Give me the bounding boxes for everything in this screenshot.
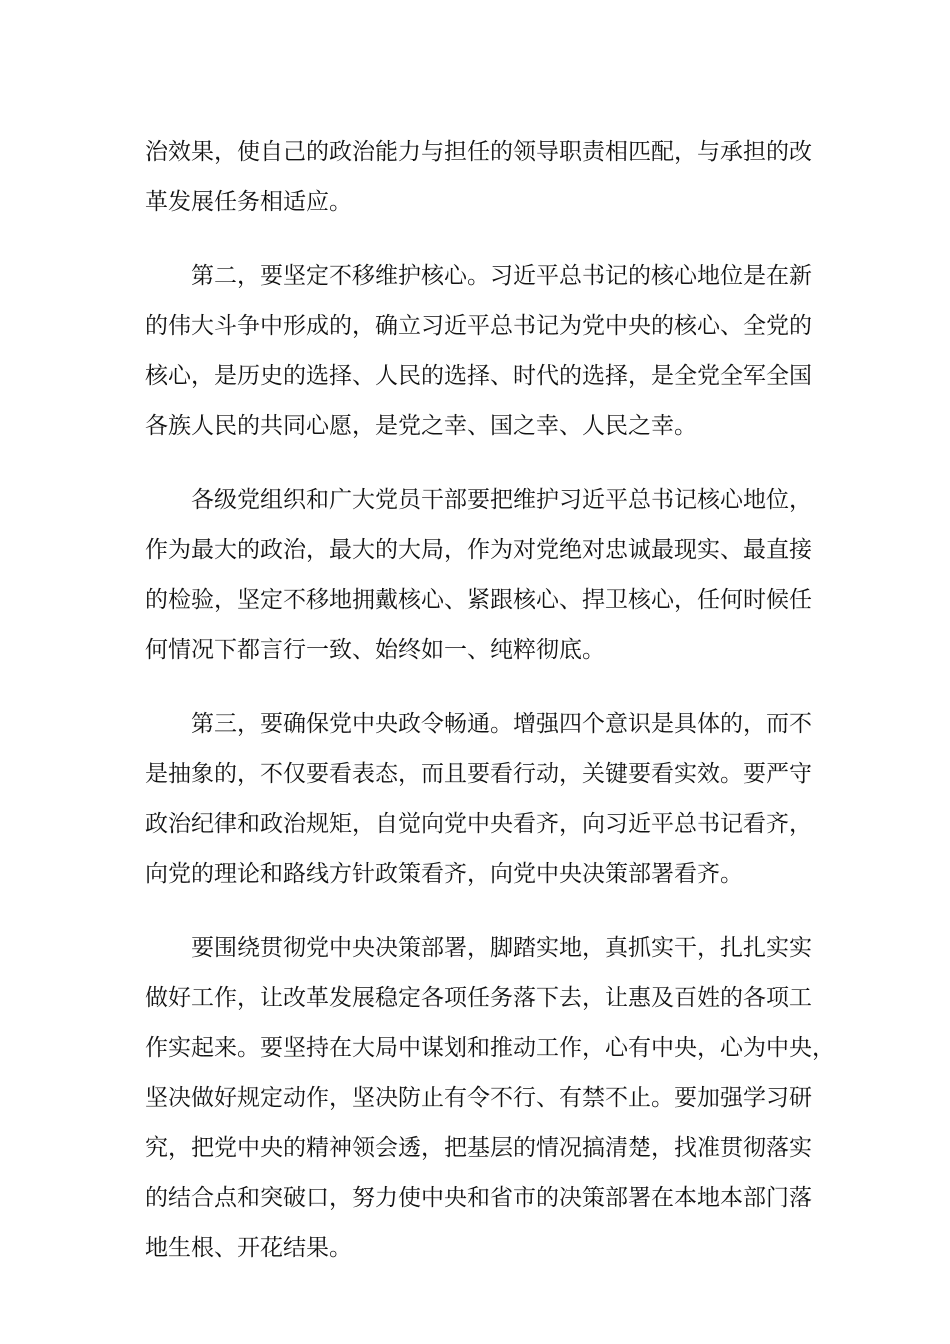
text-line: 作为最大的政治，最大的大局，作为对党绝对忠诚最现实、最直接 <box>145 537 812 563</box>
text-line: 做好工作，让改革发展稳定各项任务落下去，让惠及百姓的各项工 <box>145 985 812 1011</box>
paragraph-1 <box>145 127 812 227</box>
text-line: 作实起来。要坚持在大局中谋划和推动工作，心有中央，心为中央， <box>145 1035 835 1061</box>
text-line: 坚决做好规定动作，坚决防止有令不行、有禁不止。要加强学习研 <box>145 1085 812 1111</box>
text-line: 的检验，坚定不移地拥戴核心、紧跟核心、捍卫核心，任何时候任 <box>145 587 812 613</box>
paragraph-3 <box>145 475 812 675</box>
text-line: 政治纪律和政治规矩，自觉向党中央看齐，向习近平总书记看齐， <box>145 811 812 837</box>
text-line: 治效果，使自己的政治能力与担任的领导职责相匹配，与承担的改 <box>145 139 812 165</box>
document-body <box>145 127 835 1297</box>
text-line: 核心，是历史的选择、人民的选择、时代的选择，是全党全军全国 <box>145 363 812 389</box>
text-line: 的结合点和突破口，努力使中央和省市的决策部署在本地本部门落 <box>145 1185 812 1211</box>
text-line: 何情况下都言行一致、始终如一、纯粹彻底。 <box>145 637 605 663</box>
text-line: 革发展任务相适应。 <box>145 189 352 215</box>
text-line: 第二，要坚定不移维护核心。习近平总书记的核心地位是在新 <box>145 263 812 289</box>
paragraph-5 <box>145 923 835 1273</box>
text-line: 向党的理论和路线方针政策看齐，向党中央决策部署看齐。 <box>145 861 743 887</box>
text-line: 是抽象的，不仅要看表态，而且要看行动，关键要看实效。要严守 <box>145 761 812 787</box>
text-line: 的伟大斗争中形成的，确立习近平总书记为党中央的核心、全党的 <box>145 313 812 339</box>
text-line: 要围绕贯彻党中央决策部署，脚踏实地，真抓实干，扎扎实实 <box>145 935 812 961</box>
paragraph-2 <box>145 251 812 451</box>
text-line: 地生根、开花结果。 <box>145 1235 352 1261</box>
text-line: 各族人民的共同心愿，是党之幸、国之幸、人民之幸。 <box>145 413 697 439</box>
text-line: 各级党组织和广大党员干部要把维护习近平总书记核心地位， <box>145 487 812 513</box>
text-line: 第三，要确保党中央政令畅通。增强四个意识是具体的，而不 <box>145 711 812 737</box>
paragraph-4 <box>145 699 812 899</box>
text-line: 究，把党中央的精神领会透，把基层的情况搞清楚，找准贯彻落实 <box>145 1135 812 1161</box>
